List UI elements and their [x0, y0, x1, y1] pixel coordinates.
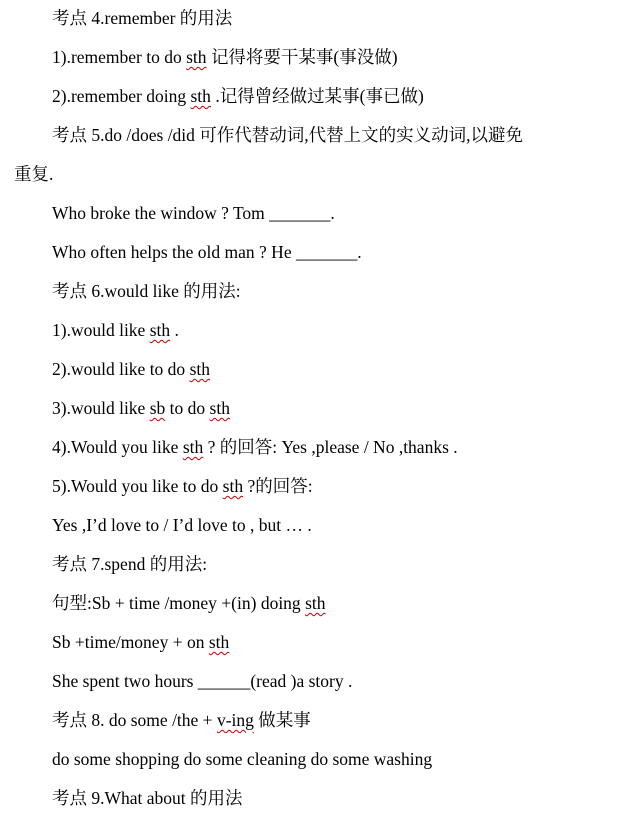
heading-point-4: 考点 4.remember 的用法 — [52, 8, 233, 28]
answer-love-to: Yes ,I’d love to / I’d love to , but … . — [52, 515, 312, 535]
rule-would-you-like-to-do: 5).Would you like to do sth ?的回答: — [52, 476, 313, 496]
example-broke-window: Who broke the window ? Tom _______. — [52, 203, 335, 223]
spell-check-mark: sth — [222, 476, 244, 496]
heading-point-5: 考点 5.do /does /did 可作代替动词,代替上文的实义动词,以避免 — [52, 125, 524, 145]
example-spent-two-hours: She spent two hours ______(read )a story . — [52, 671, 353, 691]
rule-would-like-sth: 1).would like sth . — [52, 320, 179, 340]
rule-remember-to-do: 1).remember to do sth 记得将要干某事(事没做) — [52, 47, 398, 67]
spell-check-mark: sth — [209, 398, 230, 418]
rule-would-like-to-do: 2).would like to do sth — [52, 359, 210, 379]
rule-remember-doing: 2).remember doing sth .记得曾经做过某事(事已做) — [52, 86, 424, 106]
heading-point-9: 考点 9.What about 的用法 — [52, 788, 243, 808]
rule-would-you-like-sth: 4).Would you like sth ? 的回答: Yes ,please / No ,thanks . — [52, 437, 458, 457]
example-helps-old-man: Who often helps the old man ? He _______. — [52, 242, 362, 262]
spell-check-mark: sth — [190, 86, 211, 106]
spell-check-mark: sth — [149, 320, 171, 340]
heading-point-6: 考点 6.would like 的用法: — [52, 281, 241, 301]
spell-check-mark: sth — [189, 359, 210, 379]
pattern-spend-doing: 句型:Sb + time /money +(in) doing sth — [52, 593, 326, 613]
spell-check-mark: sth — [208, 632, 230, 652]
pattern-spend-on: Sb +time/money + on sth — [52, 632, 230, 652]
spell-check-mark: v-ing — [216, 710, 254, 730]
spell-check-mark: sth — [182, 437, 204, 457]
heading-point-8: 考点 8. do some /the + v-ing 做某事 — [52, 710, 311, 730]
spell-check-mark: sth — [305, 593, 326, 613]
rule-would-like-sb-to-do: 3).would like sb to do sth — [52, 398, 230, 418]
example-do-some: do some shopping do some cleaning do some washing — [52, 749, 433, 769]
spell-check-mark: sth — [186, 47, 207, 67]
heading-point-5-continued: 重复. — [14, 164, 54, 184]
heading-point-7: 考点 7.spend 的用法: — [52, 554, 208, 574]
spell-check-mark: sb — [149, 398, 166, 418]
